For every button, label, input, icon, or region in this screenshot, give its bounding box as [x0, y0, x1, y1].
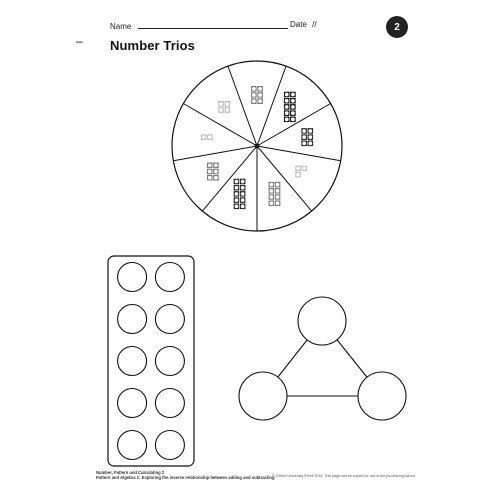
- counter-dot: [302, 135, 306, 139]
- counter-dot: [208, 176, 212, 180]
- counter-dot: [235, 186, 239, 190]
- footer-topic: Pattern and Algebra 1: Exploring the inverse relationship between adding and subtracting: [96, 475, 275, 480]
- counter-dot: [241, 180, 245, 184]
- wheel-hub: [255, 144, 260, 149]
- counter-block: [233, 178, 245, 209]
- page-title: Number Trios: [110, 38, 195, 53]
- counter-block: [268, 182, 280, 207]
- counter-dot: [276, 183, 280, 187]
- counter-dot: [285, 111, 289, 115]
- counter-dot: [219, 102, 223, 106]
- counter-dot: [208, 135, 212, 139]
- counter-dot: [269, 195, 273, 199]
- counter-block: [218, 101, 230, 113]
- counter-block: [301, 128, 313, 147]
- counter-dot: [276, 189, 280, 193]
- counter-block: [251, 86, 263, 105]
- counter-block: [207, 162, 219, 181]
- name-label: Name: [110, 22, 132, 31]
- counter-dot: [285, 117, 289, 121]
- ten-frame: [108, 256, 194, 466]
- counter-dot: [241, 204, 245, 208]
- counter-block: [201, 134, 213, 140]
- counter-dot: [296, 173, 300, 177]
- counter-dot: [235, 180, 239, 184]
- footer-left: [96, 470, 275, 480]
- footer-course: Number, Pattern and Calculating 2: [96, 470, 165, 475]
- page-number-badge: 2: [386, 16, 408, 38]
- counter-dot: [302, 129, 306, 133]
- counter-dot: [308, 135, 312, 139]
- counter-dot: [241, 192, 245, 196]
- counter-dot: [252, 93, 256, 97]
- counter-dot: [285, 105, 289, 109]
- counter-dot: [269, 201, 273, 205]
- trio-circle: [358, 372, 406, 420]
- counter-dot: [276, 201, 280, 205]
- footer-copyright: © Oxford University Press 2014. This page can be copied for use in the purchasing school: [272, 474, 416, 478]
- counter-dot: [214, 170, 218, 174]
- counter-dot: [269, 183, 273, 187]
- counter-dot: [241, 186, 245, 190]
- counter-dot: [302, 167, 306, 171]
- counter-dot: [208, 163, 212, 167]
- trio-circle: [239, 372, 287, 420]
- counter-dot: [241, 198, 245, 202]
- trio-circle: [298, 297, 346, 345]
- counter-dot: [302, 141, 306, 145]
- counter-dot: [214, 176, 218, 180]
- counter-dot: [285, 99, 289, 103]
- counter-dot: [225, 102, 229, 106]
- counter-dot: [276, 195, 280, 199]
- counter-dot: [235, 198, 239, 202]
- ten-frame-slot: [155, 431, 184, 460]
- counter-dot: [252, 87, 256, 91]
- counter-dot: [235, 204, 239, 208]
- ten-frame-slot: [155, 389, 184, 418]
- date-separator: /: [314, 20, 317, 29]
- number-trio-triangle: [239, 297, 406, 420]
- trio-connector: [337, 340, 367, 378]
- date-separator: /: [312, 20, 315, 29]
- trio-connector: [278, 340, 307, 377]
- counter-dot: [291, 117, 295, 121]
- ten-frame-slot: [155, 263, 184, 292]
- ten-frame-slot: [118, 263, 147, 292]
- ten-frame-slot: [118, 347, 147, 376]
- counter-dot: [291, 99, 295, 103]
- counter-dot: [291, 111, 295, 115]
- counter-dot: [291, 93, 295, 97]
- counter-dot: [291, 105, 295, 109]
- counter-dot: [308, 141, 312, 145]
- counter-dot: [225, 108, 229, 112]
- ten-frame-slot: [118, 305, 147, 334]
- date-label: Date: [290, 20, 307, 29]
- counter-dot: [258, 99, 262, 103]
- ten-frame-slot: [118, 389, 147, 418]
- counter-dot: [219, 108, 223, 112]
- counter-dot: [208, 170, 212, 174]
- number-wheel: [172, 61, 342, 231]
- ten-frame-slot: [155, 305, 184, 334]
- title-dash: –: [76, 34, 83, 48]
- counter-block: [284, 91, 296, 122]
- counter-dot: [258, 87, 262, 91]
- counter-dot: [214, 163, 218, 167]
- counter-dot: [285, 93, 289, 97]
- counter-dot: [269, 189, 273, 193]
- ten-frame-slot: [118, 431, 147, 460]
- counter-dot: [296, 167, 300, 171]
- counter-dot: [308, 129, 312, 133]
- counter-dot: [202, 135, 206, 139]
- ten-frame-slot: [155, 347, 184, 376]
- counter-dot: [252, 99, 256, 103]
- counter-dot: [235, 192, 239, 196]
- counter-dot: [258, 93, 262, 97]
